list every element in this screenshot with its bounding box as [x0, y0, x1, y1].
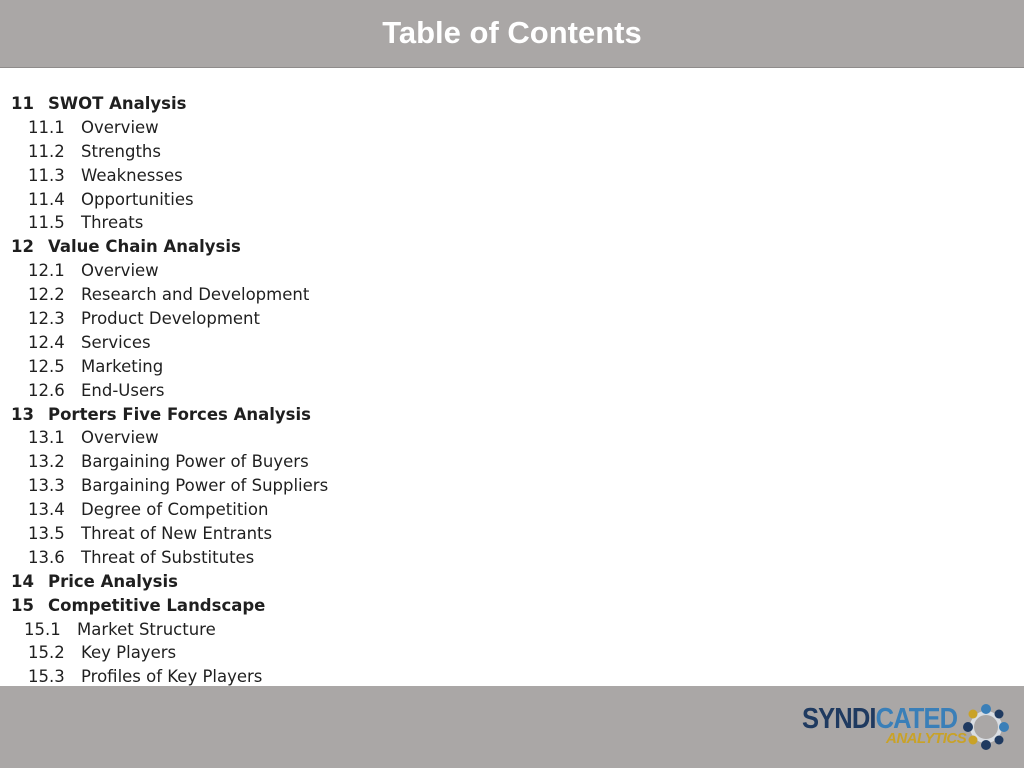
toc-label: Marketing	[81, 356, 164, 376]
toc-number: 12.2	[28, 285, 65, 305]
toc-label: Competitive Landscape	[48, 595, 266, 615]
toc-label: Research and Development	[81, 285, 310, 305]
toc-number: 13.6	[28, 547, 65, 567]
page-title: Table of Contents	[382, 15, 642, 50]
toc-number: 12	[11, 237, 34, 257]
logo-word-main: SYNDI	[802, 703, 876, 735]
toc-label: Strengths	[81, 141, 161, 161]
toc-label: Bargaining Power of Suppliers	[81, 476, 329, 496]
toc-label: Overview	[81, 428, 159, 448]
toc-number: 12.1	[28, 261, 65, 281]
toc-number: 13.4	[28, 500, 65, 520]
toc-number: 15.3	[28, 667, 65, 687]
toc-label: Price Analysis	[48, 571, 178, 591]
syndicated-analytics-logo	[800, 702, 1012, 754]
toc-number: 13.1	[28, 428, 65, 448]
toc-label: Value Chain Analysis	[48, 237, 241, 257]
toc-number: 13.2	[28, 452, 65, 472]
toc-label: Weaknesses	[81, 165, 183, 185]
header-bar	[0, 0, 1024, 68]
toc-label: Threats	[81, 213, 144, 233]
toc-label: Threat of Substitutes	[81, 547, 255, 567]
toc-number: 14	[11, 571, 34, 591]
toc-number: 11.3	[28, 165, 65, 185]
toc-label: Bargaining Power of Buyers	[81, 452, 309, 472]
toc-number: 13.3	[28, 476, 65, 496]
toc-number: 12.5	[28, 356, 65, 376]
toc-label: Degree of Competition	[81, 500, 269, 520]
toc-number: 15.2	[28, 643, 65, 663]
toc-label: Services	[81, 332, 151, 352]
toc-label: Threat of New Entrants	[81, 524, 273, 544]
toc-number: 11	[11, 94, 34, 113]
toc-label: Market Structure	[77, 619, 216, 639]
toc-label: End-Users	[81, 380, 165, 400]
toc-number: 11.2	[28, 141, 65, 161]
toc-number: 11.5	[28, 213, 65, 233]
toc-number: 12.4	[28, 332, 65, 352]
toc-label: SWOT Analysis	[48, 94, 187, 113]
ring-of-dots-icon	[963, 704, 1009, 750]
toc-label: Profiles of Key Players	[81, 667, 263, 687]
toc-number: 15.1	[24, 619, 61, 639]
toc-label: Overview	[81, 117, 159, 137]
toc-number: 12.6	[28, 380, 65, 400]
toc-label: Product Development	[81, 309, 260, 329]
logo-subword: ANALYTICS	[886, 730, 967, 747]
toc-number: 15	[11, 595, 34, 615]
toc-label: Overview	[81, 261, 159, 281]
toc-number: 13	[11, 404, 34, 424]
toc-number: 12.3	[28, 309, 65, 329]
toc-number: 11.1	[28, 117, 65, 137]
logo-word-accent: CATED	[875, 703, 958, 735]
toc-number: 13.5	[28, 524, 65, 544]
toc-label: Key Players	[81, 643, 177, 663]
toc-label: Opportunities	[81, 189, 194, 209]
toc-label: Porters Five Forces Analysis	[48, 404, 311, 424]
toc-number: 11.4	[28, 189, 65, 209]
